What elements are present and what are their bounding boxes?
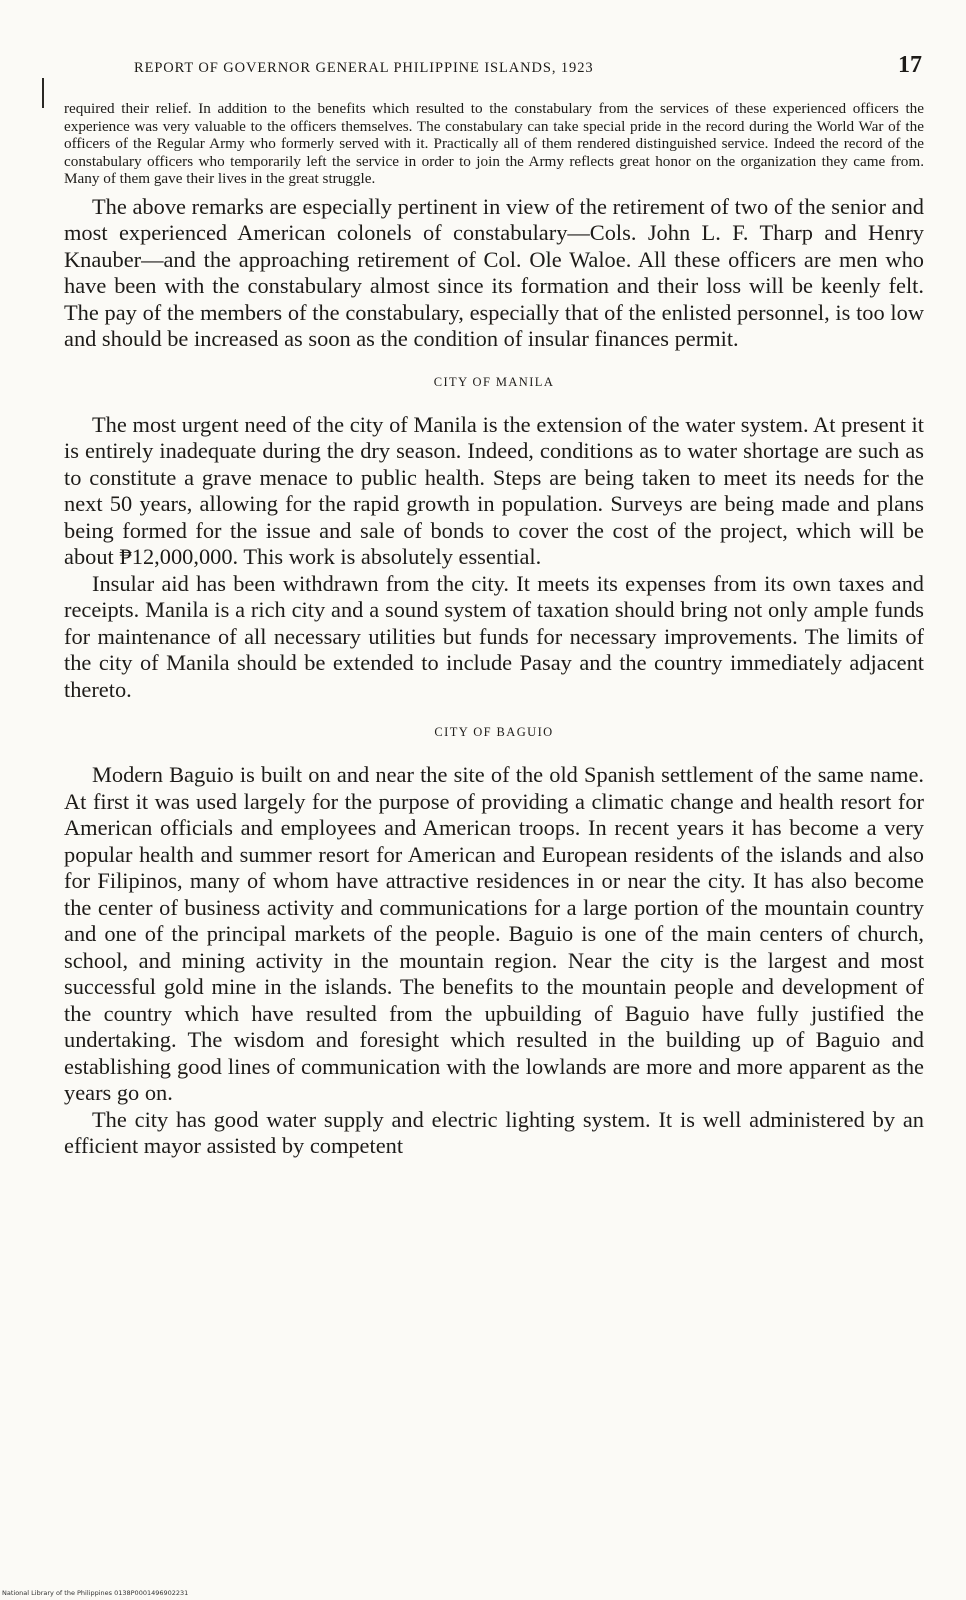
baguio-paragraph-1: Modern Baguio is built on and near the site of the old Spanish settlement of the same name. At first it was used largely for the purpose of providing a climatic change and health resort for American officials and employees and American troops. In recent years it has become a very popular health and summer resort for American and European residents of the islands and also for Filipinos, many of whom have attractive residences in or near the city. It has also become the center of business activity and communications for a large portion of the mountain country and one of the principal markets of the people. Baguio is one of the main centers of church, school, and mining activity in the mountain region. Near the city is the largest and most successful gold mine in the islands. The benefits to the mountain people and development of the country which have resulted from the upbuilding of Baguio have fully justified the undertaking. The wisdom and foresight which resulted in the building up of Baguio and establishing good lines of communication with the lowlands are more and more apparent as the years go on. xyxy=(64,762,924,1106)
section-heading-baguio: CITY OF BAGUIO xyxy=(434,725,554,740)
footer-note: National Library of the Philippines 0138P0001496902231 xyxy=(2,1589,189,1597)
margin-mark xyxy=(42,78,44,108)
intro-paragraph: required their relief. In addition to the benefits which resulted to the constabulary from the services of these experienced officers the experience was very valuable to the officers themselves. The constabulary can take special pride in the record during the World War of the officers of the Regular Army who formerly served with it. Practically all of them rendered distinguished service. Indeed the record of the constabulary officers who temporarily left the service in order to join the Army reflects great honor on the organization they came from. Many of them gave their lives in the great struggle. xyxy=(64,100,924,188)
baguio-paragraph-2: The city has good water supply and electric lighting system. It is well administered by an efficient mayor assisted by competent xyxy=(64,1106,924,1159)
manila-paragraph-1: The most urgent need of the city of Manila is the extension of the water system. At present it is entirely inadequate during the dry season. Indeed, conditions as to water shortage are such as to constitute a grave menace to public health. Steps are being taken to meet its needs for the next 50 years, allowing for the rapid growth in population. Surveys are being made and plans being formed for the issue and sale of bonds to cover the cost of the project, which will be about ₱12,000,000. This work is absolutely essential. xyxy=(64,411,924,570)
running-header xyxy=(64,52,924,96)
manila-paragraph-2: Insular aid has been withdrawn from the city. It meets its expenses from its own taxes and receipts. Manila is a rich city and a sound system of taxation should bring not only ample funds for maintenance of all necessary utilities but funds for necessary improvements. The limits of the city of Manila should be extended to include Pasay and the country immediately adjacent thereto. xyxy=(64,570,924,702)
header-title: REPORT OF GOVERNOR GENERAL PHILIPPINE ISLANDS, 1923 xyxy=(134,60,594,76)
document-page xyxy=(64,52,924,1160)
constabulary-paragraph: The above remarks are especially pertinent in view of the retirement of two of the senior and most experienced American colonels of constabulary—Cols. John L. F. Tharp and Henry Knauber—and the approaching retirement of Col. Ole Waloe. All these officers are men who have been with the constabulary almost since its formation and their loss will be keenly felt. The pay of the members of the constabulary, especially that of the enlisted personnel, is too low and should be increased as soon as the condition of insular finances permit. xyxy=(64,193,924,352)
section-heading-manila: CITY OF MANILA xyxy=(433,374,555,389)
page-number: 17 xyxy=(898,52,922,78)
